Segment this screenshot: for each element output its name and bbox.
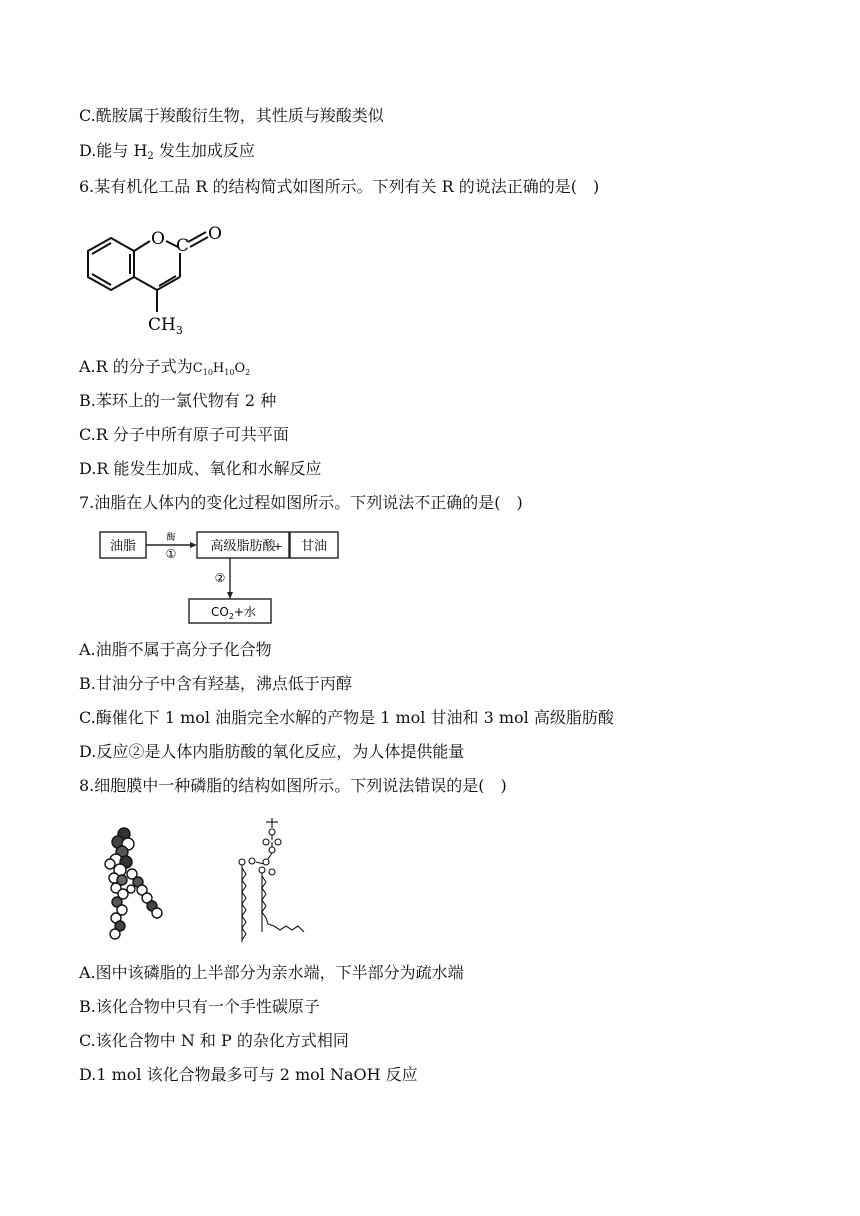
q5-option-c: C.酰胺属于羧酸衍生物，其性质与羧酸类似 (79, 106, 384, 125)
molecular-formula: $C_{10}H_{10}O_2$ (192, 361, 251, 377)
q6-stem: 6.某有机化工品 R 的结构简式如图所示。下列有关 R 的说法正确的是( ) (79, 177, 600, 196)
svg-text:甘油: 甘油 (300, 539, 328, 554)
svg-text:O: O (208, 224, 222, 244)
q7-flow-diagram (98, 527, 348, 627)
svg-text:C: C (176, 236, 190, 256)
q6-option-c: C.R 分子中所有原子可共平面 (79, 425, 289, 444)
q7-option-c: C.酶催化下 1 mol 油脂完全水解的产物是 1 mol 甘油和 3 mol 高级脂肪酸 (79, 708, 614, 727)
svg-text:+: + (273, 540, 283, 553)
svg-text:油脂: 油脂 (109, 539, 137, 554)
q8-option-a: A.图中该磷脂的上半部分为亲水端，下半部分为疏水端 (79, 963, 464, 982)
q7-option-d: D.反应②是人体内脂肪酸的氧化反应，为人体提供能量 (79, 742, 465, 761)
svg-text:O: O (151, 229, 165, 249)
q5-option-d: D.能与 $H_2$ 发生加成反应 (79, 141, 255, 162)
q7-option-a: A.油脂不属于高分子化合物 (79, 640, 272, 659)
space-filling-model (105, 828, 162, 939)
svg-text:②: ② (214, 571, 226, 585)
svg-text:①: ① (165, 547, 177, 561)
skeletal-model (239, 818, 304, 942)
svg-text:酶: 酶 (166, 533, 176, 543)
methyl-label: $CH_3$ (148, 315, 183, 337)
q6-option-d: D.R 能发生加成、氧化和水解反应 (79, 459, 322, 478)
q7-stem: 7.油脂在人体内的变化过程如图所示。下列说法不正确的是( ) (79, 493, 523, 512)
q8-phospholipid-figure (96, 812, 336, 947)
q8-option-c: C.该化合物中 N 和 P 的杂化方式相同 (79, 1031, 349, 1050)
q8-option-b: B.该化合物中只有一个手性碳原子 (79, 997, 320, 1016)
q6-option-b: B.苯环上的一氯代物有 2 种 (79, 391, 277, 410)
q8-stem: 8.细胞膜中一种磷脂的结构如图所示。下列说法错误的是( ) (79, 776, 507, 795)
svg-text:高级脂肪酸: 高级脂肪酸 (210, 539, 276, 554)
q6-option-a: A.R 的分子式为$C_{10}H_{10}O_2$ (79, 357, 251, 377)
svg-text:CO2+水: $CO_2+$水 (211, 605, 256, 621)
q6-structure-figure (84, 220, 234, 340)
coumarin-structure (84, 220, 234, 340)
q7-option-b: B.甘油分子中含有羟基，沸点低于丙醇 (79, 674, 352, 693)
q8-option-d: D.1 mol 该化合物最多可与 2 mol NaOH 反应 (79, 1065, 418, 1084)
